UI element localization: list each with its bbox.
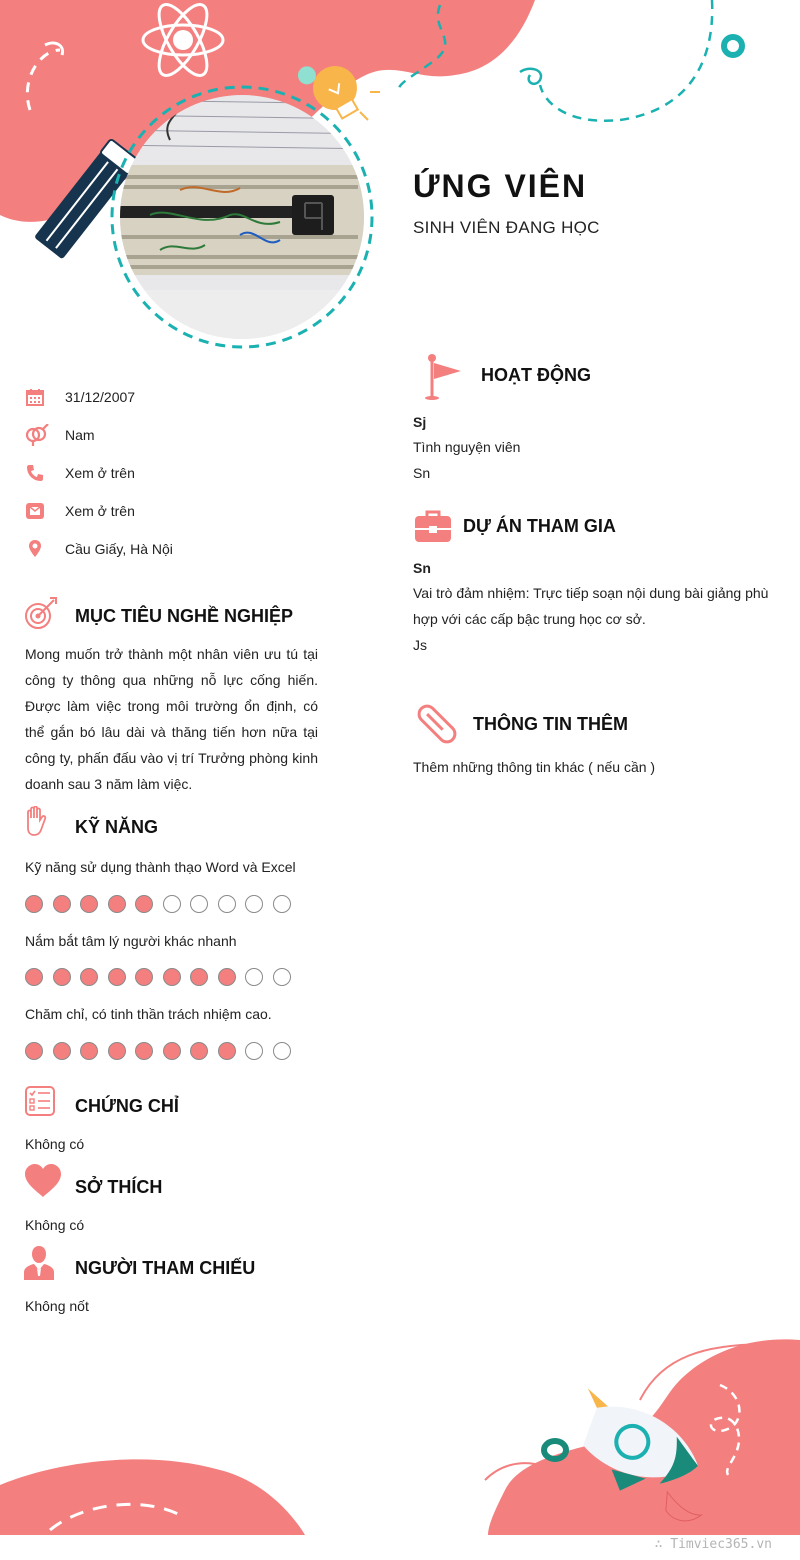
contact-phone [25, 461, 135, 485]
skill-rating [25, 895, 300, 913]
projects-title: DỰ ÁN THAM GIA [463, 516, 616, 536]
rating-dot-filled [163, 1042, 181, 1060]
rating-dot-filled [135, 895, 153, 913]
skill-label: Nắm bắt tâm lý người khác nhanh [25, 933, 237, 949]
activities-title: HOẠT ĐỘNG [481, 365, 591, 385]
skill-rating [25, 1042, 300, 1060]
rating-dot-empty [245, 895, 263, 913]
checklist-icon [24, 1085, 56, 1117]
objective-title: MỤC TIÊU NGHỀ NGHIỆP [75, 606, 294, 626]
phone-icon [25, 461, 55, 485]
rating-dot-filled [108, 1042, 126, 1060]
address-text: Cầu Giấy, Hà Nội [65, 541, 173, 557]
rating-dot-filled [135, 1042, 153, 1060]
project-description: Vai trò đảm nhiệm: Trực tiếp soạn nội dung bài giảng phù hợp với các cấp bậc trung học cơ sở. [413, 585, 769, 627]
activity-organization: Sj [413, 414, 427, 430]
rating-dot-empty [245, 968, 263, 986]
rating-dot-empty [273, 895, 291, 913]
calendar-icon [25, 385, 55, 409]
target-icon [24, 596, 58, 630]
rating-dot-filled [218, 1042, 236, 1060]
phone-text: Xem ở trên [65, 465, 135, 481]
header-decoration [0, 0, 800, 360]
references-text: Không nốt [25, 1298, 89, 1314]
rating-dot-filled [80, 1042, 98, 1060]
rating-dot-filled [80, 895, 98, 913]
skill-label: Chăm chỉ, có tinh thần trách nhiệm cao. [25, 1006, 272, 1022]
gender-text: Nam [65, 427, 95, 443]
project-name: Sn [413, 560, 431, 576]
skill-label: Kỹ năng sử dụng thành thạo Word và Excel [25, 859, 296, 875]
skill-rating [25, 968, 300, 986]
footer-decoration [0, 1320, 800, 1560]
rating-dot-filled [53, 895, 71, 913]
rating-dot-empty [273, 968, 291, 986]
heart-icon [24, 1164, 62, 1198]
rating-dot-empty [218, 895, 236, 913]
rating-dot-empty [163, 895, 181, 913]
birthday-text: 31/12/2007 [65, 389, 136, 405]
activity-description: Sn [413, 465, 431, 481]
location-icon [25, 537, 55, 561]
candidate-role: SINH VIÊN ĐANG HỌC [413, 218, 600, 237]
rating-dot-filled [135, 968, 153, 986]
rating-dot-filled [108, 895, 126, 913]
rating-dot-filled [218, 968, 236, 986]
hand-icon [24, 806, 48, 838]
rating-dot-filled [190, 968, 208, 986]
candidate-name: ỨNG VIÊN [413, 168, 588, 204]
flag-icon [423, 353, 463, 401]
contact-gender [25, 423, 95, 447]
rating-dot-empty [245, 1042, 263, 1060]
rating-dot-filled [25, 968, 43, 986]
hobbies-text: Không có [25, 1217, 85, 1233]
rating-dot-filled [163, 968, 181, 986]
more-info-text: Thêm những thông tin khác ( nếu cần ) [413, 759, 656, 775]
rating-dot-filled [25, 1042, 43, 1060]
references-title: NGƯỜI THAM CHIẾU [75, 1258, 256, 1278]
rating-dot-filled [80, 968, 98, 986]
person-icon [24, 1246, 54, 1280]
more-info-title: THÔNG TIN THÊM [473, 714, 628, 734]
rating-dot-filled [53, 1042, 71, 1060]
briefcase-icon [414, 510, 452, 544]
paperclip-icon [416, 702, 458, 746]
rating-dot-filled [190, 1042, 208, 1060]
skills-title: KỸ NĂNG [75, 817, 159, 837]
watermark: ∴ Timviec365.vn [654, 1537, 772, 1552]
certificates-title: CHỨNG CHỈ [75, 1096, 179, 1116]
email-icon [25, 499, 55, 523]
certificates-text: Không có [25, 1136, 85, 1152]
project-extra: Js [413, 637, 427, 653]
hobbies-title: SỞ THÍCH [75, 1177, 163, 1197]
objective-text: Mong muốn trở thành một nhân viên ưu tú tại công ty thông qua những nỗ lực cống hiến. Được làm việc trong môi trường ổn định, có thể gắn bó lâu dài và thăng tiến hơn nữa tại công ty, phấn đấu vào vị trí Trưởng phòng kinh doanh sau 3 năm làm việc. [25, 646, 318, 792]
contact-address [25, 537, 173, 561]
contact-email [25, 499, 135, 523]
rating-dot-empty [190, 895, 208, 913]
rating-dot-filled [108, 968, 126, 986]
activity-position: Tình nguyện viên [413, 439, 521, 455]
contact-birthday [25, 385, 135, 409]
gender-icon [25, 423, 55, 447]
rating-dot-filled [53, 968, 71, 986]
rating-dot-empty [273, 1042, 291, 1060]
email-text: Xem ở trên [65, 503, 135, 519]
rating-dot-filled [25, 895, 43, 913]
